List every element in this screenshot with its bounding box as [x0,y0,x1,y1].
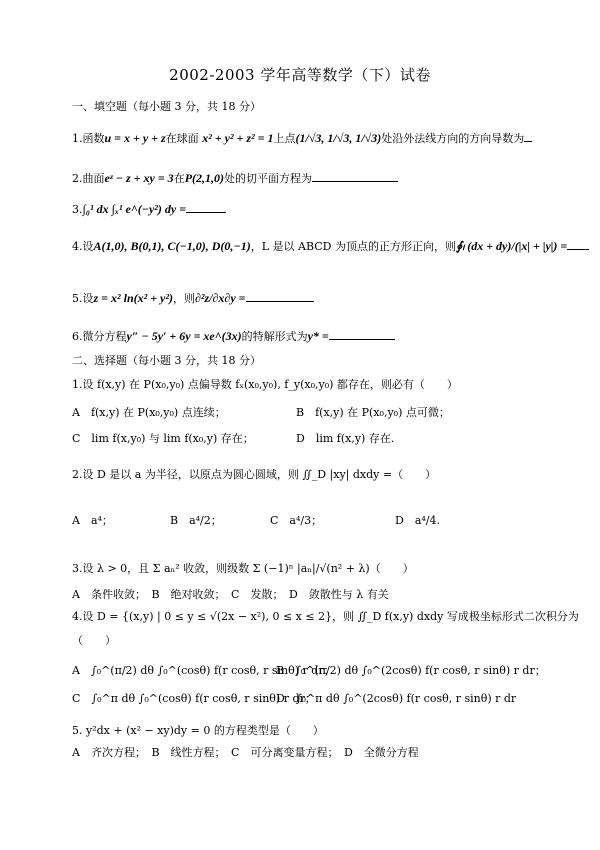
choice-question-3-stem: 3.设 λ > 0，且 Σ aₙ² 收敛，则级数 Σ (−1)ⁿ |aₙ|/√(n² + λ)（ ） [72,562,414,575]
q1-mid: 在球面 [165,132,199,145]
choice-question-2-stem: 2.设 D 是以 a 为半径，以原点为圆心圆域，则 ∬_D |xy| dxdy =（ ） [72,468,437,481]
choice-q1-option-d[interactable]: D lim f(x,y) 存在. [296,432,395,445]
choice-q3-options[interactable]: A 条件收敛； B 绝对收敛； C 发散； D 敛散性与 λ 有关 [72,588,389,601]
q4-integral: ∮ₗ (dx + dy)/(|x| + |y|) = [455,239,568,253]
q6-prefix: 6.微分方程 [72,330,127,343]
q2-suffix: 处的切平面方程为 [224,172,313,185]
choice-question-5-stem: 5. y²dx + (x² − xy)dy = 0 的方程类型是（ ） [72,724,324,737]
section-1-heading: 一、填空题（每小题 3 分，共 18 分） [72,100,261,113]
choice-q1-option-b[interactable]: B f(x,y) 在 P(x₀,y₀) 点可微； [296,406,450,419]
q6-answer-blank[interactable] [329,329,395,340]
q2-surface: eᶻ − z + xy = 3 [104,171,174,185]
q2-mid: 在 [173,172,185,185]
q3-answer-blank[interactable] [186,202,226,213]
q1-function: u = x + y + z [104,131,166,145]
fill-question-1 [72,130,532,146]
q5-derivative: ∂²z/∂x∂y = [194,291,246,305]
q1-point: (1/√3, 1/√3, 1/√3) [295,131,382,145]
q5-expression: z = x² ln(x² + y²) [93,291,173,305]
choice-q4-option-c[interactable]: C ∫₀^π dθ ∫₀^(cosθ) f(r cosθ, r sinθ) r dr； [72,692,316,705]
fill-question-2 [72,170,398,186]
choice-q1-option-c[interactable]: C lim f(x,y₀) 与 lim f(x₀,y) 存在； [72,432,254,445]
q2-prefix: 2.曲面 [72,172,105,185]
choice-q4-paren: （ ） [72,634,116,647]
choice-q5-options[interactable]: A 齐次方程； B 线性方程； C 可分离变量方程； D 全微分方程 [72,746,419,759]
q1-prefix: 1.函数 [72,132,105,145]
choice-q2-option-b[interactable]: B a⁴/2； [170,514,222,527]
q2-answer-blank[interactable] [312,171,398,182]
fill-question-4 [72,238,589,254]
fill-question-6 [72,328,395,344]
choice-q4-option-d[interactable]: D ∫₀^π dθ ∫₀^(2cosθ) f(r cosθ, r sinθ) r dr [276,692,517,705]
q6-mid: 的特解形式为 [241,330,308,343]
q3-integral: ∫₀¹ dx ∫ₓ¹ e^(−y²) dy = [82,202,187,216]
q1-answer-blank[interactable] [524,131,532,142]
choice-question-1-stem: 1.设 f(x,y) 在 P(x₀,y₀) 点偏导数 fₓ(x₀,y₀), f_y(x₀,y₀) 都存在，则必有（ ） [72,378,458,391]
choice-q2-option-a[interactable]: A a⁴； [72,514,113,527]
choice-q2-option-d[interactable]: D a⁴/4. [395,514,440,527]
q1-sphere: x² + y² + z² = 1 [202,131,274,145]
q4-mid: ，L 是以 ABCD 为顶点的正方形正向，则 [250,240,456,253]
q5-answer-blank[interactable] [246,291,314,302]
fill-question-3 [72,202,226,217]
q6-answer-label: y* = [307,329,329,343]
q2-point: P(2,1,0) [184,171,225,185]
q5-mid: ，则 [172,292,195,305]
choice-q4-option-a[interactable]: A ∫₀^(π/2) dθ ∫₀^(cosθ) f(r cosθ, r sinθ) r dr； [72,664,335,677]
q4-answer-blank[interactable] [567,239,589,250]
q1-point-pre: 上点 [273,132,296,145]
choice-q1-option-a[interactable]: A f(x,y) 在 P(x₀,y₀) 点连续； [72,406,226,419]
choice-question-4-stem: 4.设 D = {(x,y) | 0 ≤ y ≤ √(2x − x²), 0 ≤ x ≤ 2}，则 ∬_D f(x,y) dxdy 写成极坐标形式二次积分为 [72,610,579,623]
q1-suffix: 处沿外法线方向的方向导数为 [381,132,525,145]
q4-points: A(1,0), B(0,1), C(−1,0), D(0,−1) [93,239,251,253]
q4-prefix: 4.设 [72,240,94,253]
exam-title: 2002-2003 学年高等数学（下）试卷 [169,66,431,84]
fill-question-5 [72,290,314,306]
q5-prefix: 5.设 [72,292,94,305]
choice-q4-option-b[interactable]: B ∫₀^(π/2) dθ ∫₀^(2cosθ) f(r cosθ, r sinθ) r dr； [276,664,546,677]
section-2-heading: 二、选择题（每小题 3 分，共 18 分） [72,354,261,367]
q6-equation: y″ − 5y′ + 6y = xe^(3x) [126,329,242,343]
choice-q2-option-c[interactable]: C a⁴/3； [270,514,323,527]
q3-prefix: 3. [72,203,83,216]
